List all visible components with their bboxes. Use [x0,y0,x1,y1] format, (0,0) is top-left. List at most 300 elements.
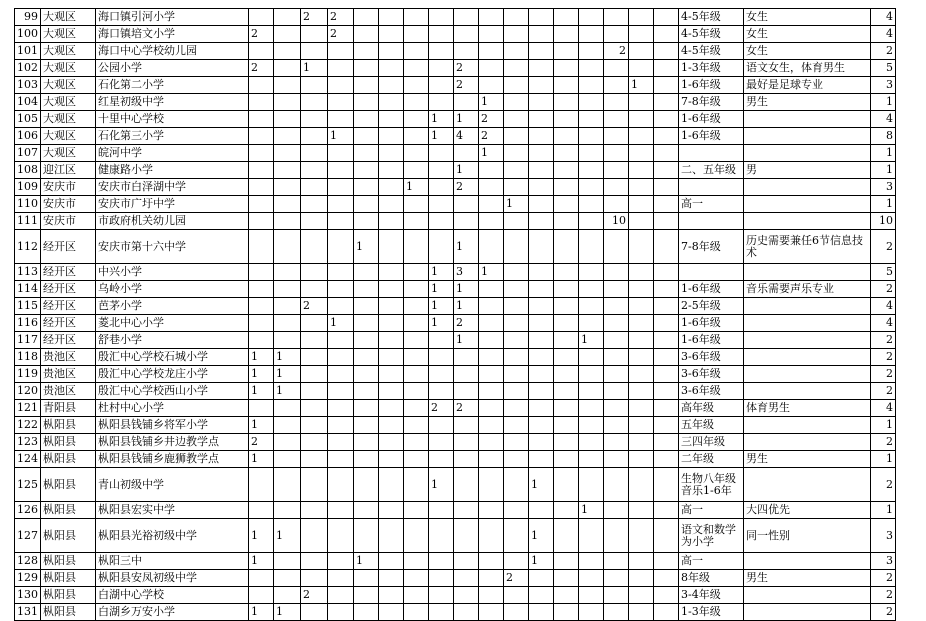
total-cell: 4 [871,9,896,26]
quota-cell [479,298,504,315]
quota-cell [479,553,504,570]
quota-cell [554,111,579,128]
quota-cell [429,553,454,570]
quota-cell [629,94,654,111]
quota-cell [354,383,379,400]
quota-cell [554,128,579,145]
quota-cell [654,111,679,128]
quota-cell [429,213,454,230]
quota-cell [654,332,679,349]
quota-cell [504,162,529,179]
total-cell: 2 [871,468,896,502]
quota-cell [604,77,629,94]
quota-cell [554,519,579,553]
quota-cell [479,502,504,519]
quota-cell [429,230,454,264]
quota-cell [629,349,654,366]
note-cell [744,604,871,621]
note-cell: 男生 [744,451,871,468]
row-number-cell: 109 [15,179,41,196]
quota-cell [354,111,379,128]
total-cell: 2 [871,230,896,264]
quota-cell [504,111,529,128]
quota-cell: 2 [249,434,274,451]
quota-cell [454,519,479,553]
note-cell: 男 [744,162,871,179]
grade-cell: 五年级 [679,417,744,434]
quota-cell [579,604,604,621]
quota-cell [504,60,529,77]
grade-cell: 高年级 [679,400,744,417]
quota-cell: 10 [604,213,629,230]
quota-cell [529,315,554,332]
quota-cell [429,434,454,451]
quota-cell [404,383,429,400]
quota-cell [274,145,301,162]
quota-cell [404,264,429,281]
quota-cell: 1 [429,128,454,145]
quota-cell [301,77,328,94]
total-cell: 2 [871,587,896,604]
quota-cell [654,43,679,60]
note-cell [744,587,871,604]
total-cell: 2 [871,570,896,587]
quota-cell: 1 [504,196,529,213]
quota-cell [249,468,274,502]
quota-cell: 2 [301,587,328,604]
quota-cell [249,400,274,417]
quota-cell [379,213,404,230]
quota-cell [354,400,379,417]
quota-cell [504,298,529,315]
school-name-cell: 殷汇中心学校西山小学 [96,383,249,400]
grade-cell [679,213,744,230]
note-cell [744,264,871,281]
row-number-cell: 119 [15,366,41,383]
quota-cell [429,366,454,383]
quota-cell [554,553,579,570]
quota-cell [654,519,679,553]
quota-cell [404,434,429,451]
row-number-cell: 129 [15,570,41,587]
table-row [15,400,896,417]
quota-cell [404,366,429,383]
quota-cell [328,94,354,111]
quota-cell [379,162,404,179]
quota-cell [328,196,354,213]
quota-cell: 1 [249,451,274,468]
quota-cell [249,264,274,281]
row-number-cell: 108 [15,162,41,179]
table-row [15,519,896,553]
district-cell: 安庆市 [41,213,96,230]
quota-cell [404,213,429,230]
quota-cell [328,400,354,417]
quota-cell [579,587,604,604]
quota-cell [354,179,379,196]
quota-cell [504,332,529,349]
quota-cell [604,60,629,77]
quota-cell [354,162,379,179]
quota-cell [429,604,454,621]
quota-cell [629,9,654,26]
quota-cell [654,179,679,196]
quota-cell [554,349,579,366]
quota-cell [579,128,604,145]
quota-cell [479,43,504,60]
quota-cell: 1 [529,468,554,502]
quota-cell [454,213,479,230]
quota-cell: 1 [454,162,479,179]
row-number-cell: 107 [15,145,41,162]
school-name-cell: 安庆市白泽湖中学 [96,179,249,196]
quota-cell [274,179,301,196]
quota-cell: 1 [454,281,479,298]
quota-cell [379,417,404,434]
quota-cell: 2 [454,60,479,77]
quota-cell [629,128,654,145]
quota-cell [454,604,479,621]
quota-cell [629,468,654,502]
grade-cell: 生物八年级音乐1-6年 [679,468,744,502]
district-cell: 安庆市 [41,196,96,213]
grade-cell: 7-8年级 [679,230,744,264]
quota-cell [654,553,679,570]
quota-cell [379,451,404,468]
school-name-cell: 殷汇中心学校石城小学 [96,349,249,366]
quota-cell [529,502,554,519]
quota-cell [379,570,404,587]
quota-cell [404,332,429,349]
quota-cell: 1 [249,519,274,553]
quota-cell [249,298,274,315]
quota-cell [579,43,604,60]
quota-cell [274,162,301,179]
quota-cell [554,468,579,502]
quota-cell [379,366,404,383]
quota-cell [249,145,274,162]
row-number-cell: 115 [15,298,41,315]
quota-cell [554,43,579,60]
quota-cell [654,9,679,26]
quota-cell [629,604,654,621]
grade-cell: 语文和数学为小学 [679,519,744,553]
quota-cell [654,264,679,281]
quota-cell [328,519,354,553]
row-number-cell: 121 [15,400,41,417]
district-cell: 枞阳县 [41,468,96,502]
district-cell: 青阳县 [41,400,96,417]
table-row [15,128,896,145]
table-row [15,213,896,230]
note-cell [744,553,871,570]
quota-cell [429,587,454,604]
quota-cell [404,451,429,468]
quota-cell [301,145,328,162]
note-cell [744,349,871,366]
quota-cell [604,230,629,264]
table-row [15,366,896,383]
quota-cell [379,264,404,281]
quota-cell [454,468,479,502]
quota-cell: 2 [479,128,504,145]
quota-cell [654,213,679,230]
quota-cell [274,26,301,43]
quota-cell [504,213,529,230]
quota-cell [354,9,379,26]
quota-cell [301,349,328,366]
district-cell: 经开区 [41,332,96,349]
district-cell: 枞阳县 [41,570,96,587]
quota-cell [604,434,629,451]
quota-cell [579,553,604,570]
quota-cell [504,179,529,196]
quota-cell: 1 [274,349,301,366]
quota-cell: 1 [249,604,274,621]
quota-cell [454,553,479,570]
quota-cell [404,315,429,332]
quota-cell [629,213,654,230]
quota-cell [554,451,579,468]
quota-cell [554,315,579,332]
quota-cell [504,264,529,281]
quota-cell [479,179,504,196]
quota-cell: 1 [429,468,454,502]
quota-cell [604,502,629,519]
row-number-cell: 100 [15,26,41,43]
quota-cell [429,43,454,60]
quota-cell [604,400,629,417]
quota-cell [404,196,429,213]
quota-cell [554,434,579,451]
total-cell: 3 [871,519,896,553]
quota-cell [479,400,504,417]
school-name-cell: 白湖乡万安小学 [96,604,249,621]
note-cell [744,434,871,451]
quota-cell [579,213,604,230]
grade-cell: 4-5年级 [679,43,744,60]
quota-cell [379,332,404,349]
quota-cell [354,417,379,434]
total-cell: 4 [871,298,896,315]
quota-cell [654,128,679,145]
row-number-cell: 116 [15,315,41,332]
quota-cell [454,451,479,468]
quota-cell: 1 [301,60,328,77]
quota-cell [379,434,404,451]
quota-cell [529,434,554,451]
quota-cell [554,400,579,417]
quota-cell: 2 [249,60,274,77]
quota-cell [654,400,679,417]
quota-cell [604,468,629,502]
quota-cell [274,315,301,332]
quota-cell: 2 [301,9,328,26]
quota-cell [479,434,504,451]
quota-cell [301,400,328,417]
quota-cell [379,111,404,128]
school-name-cell: 十里中心学校 [96,111,249,128]
quota-cell [529,332,554,349]
quota-cell: 1 [429,298,454,315]
quota-cell [579,468,604,502]
quota-cell [354,502,379,519]
quota-cell: 1 [529,553,554,570]
quota-cell [249,332,274,349]
quota-cell [504,9,529,26]
quota-cell [379,77,404,94]
quota-cell [404,502,429,519]
quota-cell [554,162,579,179]
row-number-cell: 118 [15,349,41,366]
quota-cell: 1 [479,264,504,281]
grade-cell: 2-5年级 [679,298,744,315]
quota-cell [529,179,554,196]
quota-cell [604,9,629,26]
quota-cell [629,162,654,179]
quota-cell [379,298,404,315]
quota-cell [274,111,301,128]
district-cell: 经开区 [41,298,96,315]
quota-cell [249,196,274,213]
row-number-cell: 123 [15,434,41,451]
district-cell: 安庆市 [41,179,96,196]
school-name-cell: 枞阳县钱铺乡将军小学 [96,417,249,434]
quota-cell [654,230,679,264]
district-cell: 大观区 [41,9,96,26]
quota-cell [479,281,504,298]
quota-cell [504,230,529,264]
quota-cell [579,383,604,400]
quota-cell [328,230,354,264]
quota-cell [629,196,654,213]
quota-cell [554,604,579,621]
table-row [15,553,896,570]
quota-cell [604,587,629,604]
quota-cell: 1 [479,145,504,162]
total-cell: 1 [871,417,896,434]
quota-cell [479,213,504,230]
quota-cell [429,60,454,77]
quota-cell [604,383,629,400]
quota-cell [328,604,354,621]
quota-cell [274,332,301,349]
quota-cell [328,553,354,570]
note-cell: 大四优先 [744,502,871,519]
table-row [15,111,896,128]
school-name-cell: 枞阳县光裕初级中学 [96,519,249,553]
quota-cell [274,230,301,264]
row-number-cell: 112 [15,230,41,264]
quota-cell [629,43,654,60]
quota-cell [604,519,629,553]
quota-cell [554,94,579,111]
quota-cell [529,264,554,281]
quota-cell [479,366,504,383]
quota-cell [301,383,328,400]
quota-cell [301,128,328,145]
grade-cell: 1-6年级 [679,111,744,128]
quota-cell [328,366,354,383]
quota-cell [554,145,579,162]
district-cell: 迎江区 [41,162,96,179]
quota-cell [249,570,274,587]
quota-cell [274,417,301,434]
quota-cell [604,366,629,383]
total-cell: 5 [871,264,896,281]
quota-cell [504,315,529,332]
quota-cell [504,519,529,553]
quota-cell: 2 [454,179,479,196]
quota-cell: 1 [328,315,354,332]
quota-cell [504,94,529,111]
table-row [15,349,896,366]
district-cell: 大观区 [41,111,96,128]
quota-cell [579,179,604,196]
quota-cell [301,434,328,451]
quota-cell [328,332,354,349]
total-cell: 1 [871,162,896,179]
quota-cell [529,366,554,383]
quota-cell: 1 [454,298,479,315]
quota-cell [328,77,354,94]
grade-cell: 1-6年级 [679,77,744,94]
grade-cell: 3-6年级 [679,349,744,366]
quota-cell [529,417,554,434]
quota-cell [554,281,579,298]
table-row [15,417,896,434]
quota-cell [404,43,429,60]
note-cell: 最好是足球专业 [744,77,871,94]
quota-cell [654,502,679,519]
quota-cell [379,383,404,400]
quota-cell [629,332,654,349]
quota-cell [654,468,679,502]
note-cell [744,213,871,230]
grade-cell: 8年级 [679,570,744,587]
quota-cell [274,502,301,519]
grade-cell [679,179,744,196]
quota-cell [579,230,604,264]
quota-cell [379,468,404,502]
quota-cell [274,281,301,298]
district-cell: 贵池区 [41,349,96,366]
quota-cell [379,94,404,111]
quota-cell [504,400,529,417]
quota-cell [379,519,404,553]
quota-cell [529,604,554,621]
quota-cell [554,60,579,77]
quota-cell: 1 [249,366,274,383]
quota-cell [579,281,604,298]
quota-cell: 2 [301,298,328,315]
quota-cell [554,179,579,196]
quota-cell [429,179,454,196]
row-number-cell: 125 [15,468,41,502]
quota-cell [604,162,629,179]
table-body [15,9,896,621]
quota-cell [328,587,354,604]
quota-cell [529,128,554,145]
grade-cell [679,145,744,162]
school-name-cell: 枞阳县钱铺乡鹿狮教学点 [96,451,249,468]
grade-cell: 高一 [679,553,744,570]
quota-cell [629,145,654,162]
quota-cell [354,281,379,298]
quota-cell [604,451,629,468]
quota-cell [529,400,554,417]
row-number-cell: 130 [15,587,41,604]
